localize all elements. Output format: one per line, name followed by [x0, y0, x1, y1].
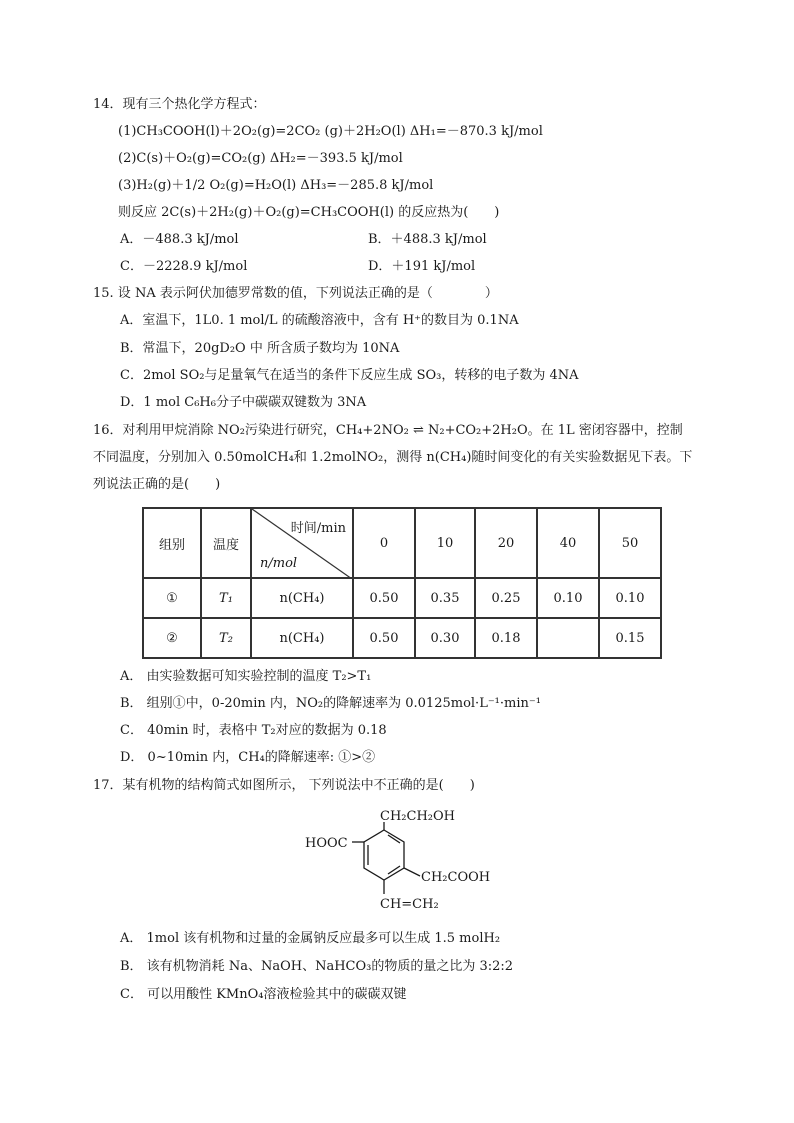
structural-formula-diagram: [300, 800, 500, 920]
header-diagonal-cell: [251, 508, 353, 578]
q16-option-c: C． 40min 时，表格中 T₂对应的数据为 0.18: [120, 723, 387, 738]
q14-stem: 14．现有三个热化学方程式：: [93, 97, 266, 112]
q14-equation-2: (2)C(s)＋O₂(g)=CO₂(g) ΔH₂=－393.5 kJ/mol: [118, 151, 403, 166]
substituent-left: HOOC: [305, 836, 348, 851]
q16-stem-line-2: 不同温度，分别加入 0.50molCH₄和 1.2molNO₂，测得 n(CH₄)随时间变化的有关实验数据见下表。下: [93, 450, 693, 465]
row1-value-40: 0.10: [537, 578, 599, 618]
row2-value-40: [537, 618, 599, 658]
row1-temperature: T₁: [201, 578, 251, 618]
q16-stem-line-1: 16．对利用甲烷消除 NO₂污染进行研究，CH₄+2NO₂ ⇌ N₂+CO₂+2H₂O。在 1L 密闭容器中，控制: [93, 423, 683, 438]
header-amount-label: n/mol: [260, 556, 298, 571]
row1-value-20: 0.25: [475, 578, 537, 618]
q17-option-a: A． 1mol 该有机物和过量的金属钠反应最多可以生成 1.5 molH₂: [120, 931, 501, 946]
row1-quantity: n(CH₄): [251, 578, 353, 618]
table-row: [143, 578, 661, 618]
q14-equation-3: (3)H₂(g)＋1/2 O₂(g)=H₂O(l) ΔH₃=－285.8 kJ/mol: [118, 178, 434, 193]
q16-option-a: A． 由实验数据可知实验控制的温度 T₂>T₁: [120, 669, 372, 684]
q17-option-b: B． 该有机物消耗 Na、NaOH、NaHCO₃的物质的量之比为 3:2:2: [120, 959, 514, 974]
q14-option-b: B．＋488.3 kJ/mol: [368, 232, 487, 247]
row2-value-50: 0.15: [599, 618, 661, 658]
row2-temperature: T₂: [201, 618, 251, 658]
q17-stem: 17．某有机物的结构简式如图所示， 下列说法中不正确的是( ): [93, 778, 475, 793]
header-time-10: 10: [415, 508, 475, 578]
row2-value-10: 0.30: [415, 618, 475, 658]
row2-value-20: 0.18: [475, 618, 537, 658]
q15-option-c: C．2mol SO₂与足量氧气在适当的条件下反应生成 SO₃，转移的电子数为 4NA: [120, 368, 579, 383]
row1-value-50: 0.10: [599, 578, 661, 618]
q14-option-c: C．－2228.9 kJ/mol: [120, 259, 248, 274]
table-header-row: [143, 508, 661, 578]
row2-group: ②: [143, 618, 201, 658]
q16-stem-line-3: 列说法正确的是( ): [93, 477, 221, 492]
q15-option-a: A．室温下，1L0. 1 mol/L 的硫酸溶液中，含有 H⁺的数目为 0.1NA: [120, 313, 519, 328]
row1-value-0: 0.50: [353, 578, 415, 618]
q17-option-c: C． 可以用酸性 KMnO₄溶液检验其中的碳碳双键: [120, 987, 407, 1002]
substituent-top: CH₂CH₂OH: [380, 809, 455, 824]
q14-option-a: A．－488.3 kJ/mol: [120, 232, 239, 247]
experiment-data-table: [142, 507, 662, 659]
q15-option-d: D．1 mol C₆H₆分子中碳碳双键数为 3NA: [120, 395, 367, 410]
benzene-ring: [352, 822, 420, 894]
header-time-0: 0: [353, 508, 415, 578]
q16-option-b: B． 组别①中，0-20min 内，NO₂的降解速率为 0.0125mol·L⁻¹·min⁻¹: [120, 696, 541, 711]
header-group: 组别: [143, 508, 201, 578]
table-row: [143, 618, 661, 658]
header-temperature: 温度: [201, 508, 251, 578]
q14-option-d: D．＋191 kJ/mol: [368, 259, 476, 274]
row1-value-10: 0.35: [415, 578, 475, 618]
header-time-50: 50: [599, 508, 661, 578]
substituent-right: CH₂COOH: [421, 870, 491, 885]
q14-equation-1: (1)CH₃COOH(l)＋2O₂(g)=2CO₂ (g)＋2H₂O(l) ΔH₁=－870.3 kJ/mol: [118, 124, 543, 139]
row2-quantity: n(CH₄): [251, 618, 353, 658]
q15-option-b: B．常温下，20gD₂O 中 所含质子数均为 10NA: [120, 341, 400, 356]
header-time-20: 20: [475, 508, 537, 578]
header-time-label: 时间/min: [290, 521, 346, 536]
q14-question: 则反应 2C(s)＋2H₂(g)＋O₂(g)=CH₃COOH(l) 的反应热为( ): [118, 205, 500, 220]
row1-group: ①: [143, 578, 201, 618]
q15-stem: 15. 设 NA 表示阿伏加德罗常数的值，下列说法正确的是（ ）: [93, 286, 498, 301]
header-time-40: 40: [537, 508, 599, 578]
row2-value-0: 0.50: [353, 618, 415, 658]
q16-option-d: D． 0~10min 内，CH₄的降解速率: ①>②: [120, 750, 376, 765]
substituent-bottom: CH=CH₂: [380, 897, 439, 912]
